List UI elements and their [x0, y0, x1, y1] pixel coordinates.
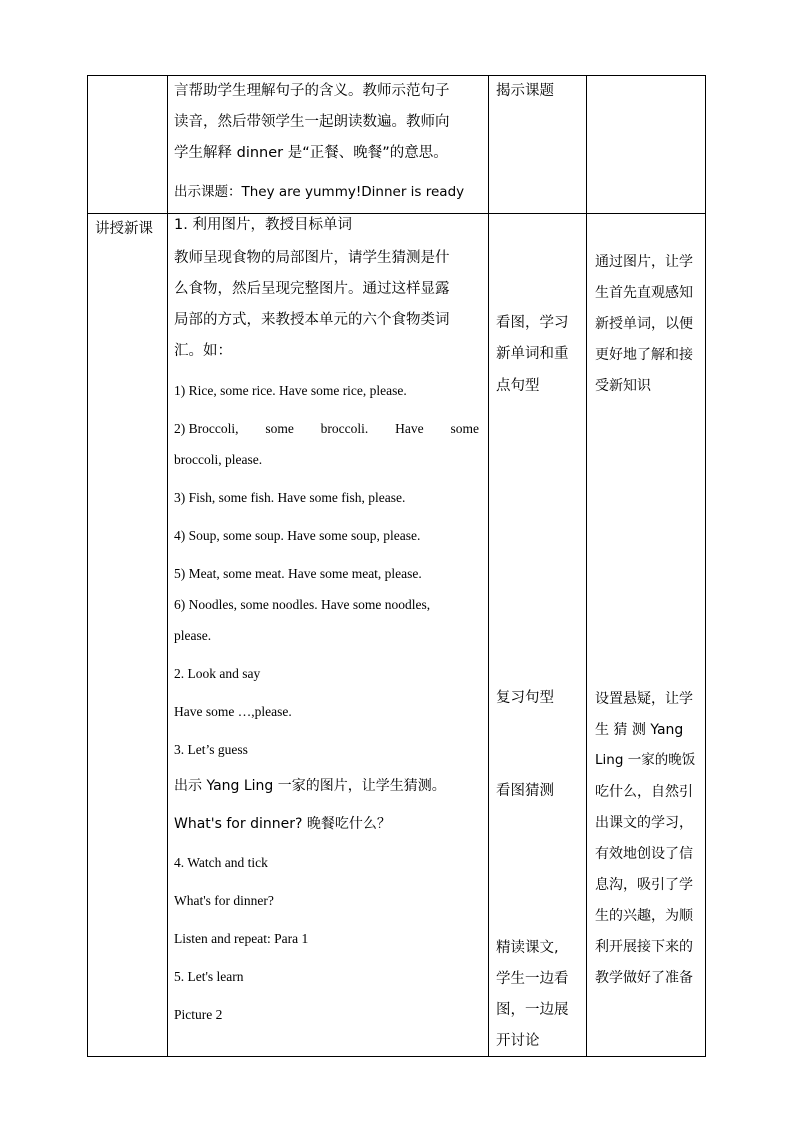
text-line: What's for dinner?: [174, 893, 274, 908]
step-title: 3. Let’s guess: [174, 742, 248, 757]
purpose-line: 吃什么，自然引: [595, 784, 693, 800]
vocab-item: 3) Fish, some fish. Have some fish, please.: [174, 490, 406, 505]
purpose-line: 新授单词，以便: [595, 316, 693, 332]
activity-label: 图，一边展: [496, 1002, 569, 1018]
vocab-item: 1) Rice, some rice. Have some rice, please.: [174, 383, 407, 398]
text-line: Have some …,please.: [174, 704, 292, 719]
purpose-line: 通过图片，让学: [595, 254, 693, 270]
vocab-item-cont: please.: [174, 628, 212, 643]
step-title: 1. 利用图片，教授目标单词: [174, 217, 352, 233]
purpose-line: 生首先直观感知: [595, 285, 693, 301]
purpose-line: 生 猜 测 Yang: [595, 722, 684, 738]
purpose-line: 受新知识: [595, 378, 651, 394]
text-line: 汇。如：: [174, 343, 232, 359]
text-line: 教师呈现食物的局部图片，请学生猜测是什: [174, 250, 450, 266]
column-divider: [167, 75, 168, 1057]
purpose-line: Ling 一家的晚饭: [595, 752, 696, 768]
word: some: [450, 421, 479, 436]
activity-label: 点句型: [496, 378, 540, 394]
step-title: 5. Let's learn: [174, 969, 244, 984]
text-line: 言帮助学生理解句子的含义。教师示范句子: [174, 83, 450, 99]
purpose-line: 息沟，吸引了学: [595, 877, 693, 893]
step-title: 2. Look and say: [174, 666, 261, 681]
table-bottom-border: [87, 1056, 706, 1057]
step-title: 4. Watch and tick: [174, 855, 268, 870]
text-line: What's for dinner? 晚餐吃什么？: [174, 816, 391, 832]
table-top-border: [87, 75, 706, 76]
stage-label: 讲授新课: [95, 221, 153, 237]
vocab-item: 6) Noodles, some noodles. Have some noodles,: [174, 597, 431, 612]
vocab-item: 4) Soup, some soup. Have some soup, please.: [174, 528, 421, 543]
text-line: 读音，然后带领学生一起朗读数遍。教师向: [174, 114, 450, 130]
activity-label: 揭示课题: [496, 83, 554, 99]
activity-label: 复习句型: [496, 690, 554, 706]
text-line: Picture 2: [174, 1007, 223, 1022]
purpose-line: 生的兴趣，为顺: [595, 908, 693, 924]
activity-label: 开讨论: [496, 1033, 540, 1049]
activity-label: 看图，学习: [496, 315, 569, 331]
table-right-border: [705, 75, 706, 1057]
word: some: [265, 421, 294, 436]
activity-label: 新单词和重: [496, 346, 569, 362]
vocab-item: 5) Meat, some meat. Have some meat, please.: [174, 566, 422, 581]
purpose-line: 出课文的学习，: [595, 815, 693, 831]
purpose-line: 教学做好了准备: [595, 970, 693, 986]
text-line: 么食物，然后呈现完整图片。通过这样显露: [174, 281, 450, 297]
text-line: 学生解释 dinner 是“正餐、晚餐”的意思。: [174, 145, 448, 161]
column-divider: [488, 75, 489, 1057]
word: Have: [395, 421, 424, 436]
text-line: Listen and repeat: Para 1: [174, 931, 309, 946]
text-line: 出示 Yang Ling 一家的图片，让学生猜测。: [174, 778, 446, 794]
purpose-line: 更好地了解和接: [595, 347, 693, 363]
table-left-border: [87, 75, 88, 1057]
purpose-line: 设置悬疑，让学: [595, 691, 693, 707]
vocab-item: [174, 422, 479, 436]
row-divider: [87, 213, 706, 214]
activity-label: 精读课文,: [496, 940, 559, 956]
purpose-line: 利开展接下来的: [595, 939, 693, 955]
column-divider: [586, 75, 587, 1057]
activity-label: 学生一边看: [496, 971, 569, 987]
word: 2) Broccoli,: [174, 421, 239, 436]
purpose-line: 有效地创设了信: [595, 846, 693, 862]
text-line: 局部的方式，来教授本单元的六个食物类词: [174, 312, 450, 328]
vocab-item-cont: broccoli, please.: [174, 452, 263, 467]
activity-label: 看图猜测: [496, 783, 554, 799]
word: broccoli.: [320, 421, 369, 436]
lesson-title-line: 出示课题：They are yummy!Dinner is ready: [174, 184, 465, 200]
